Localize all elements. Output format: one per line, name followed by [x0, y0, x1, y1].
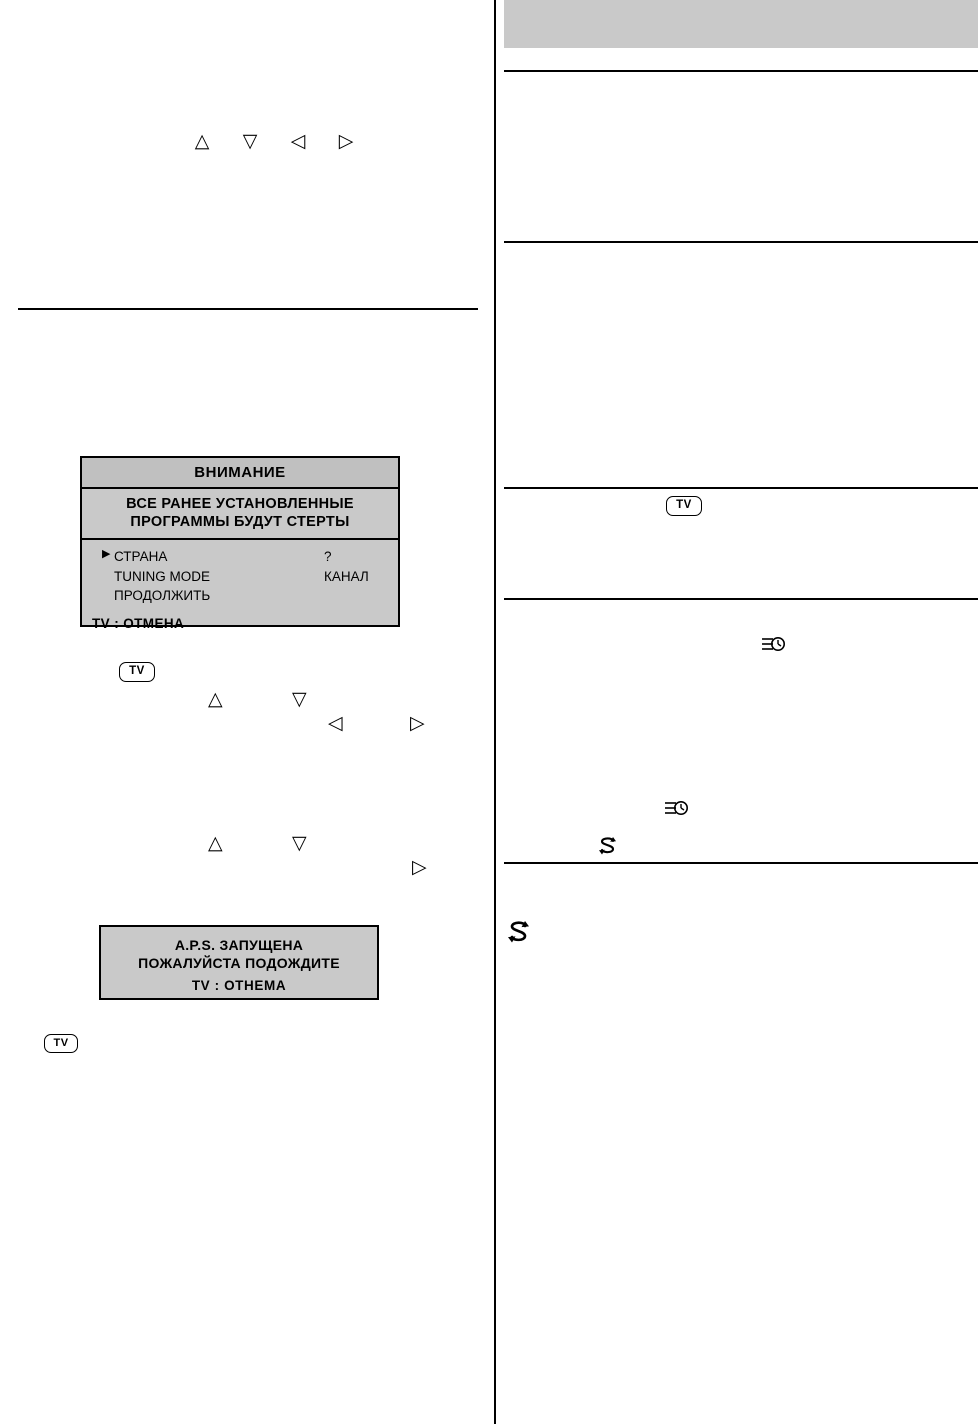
down-arrow-icon: ▽	[292, 689, 307, 710]
swap-icon-small	[596, 835, 620, 861]
up-arrow-icon: △	[208, 689, 223, 710]
swap-icon-large	[504, 918, 534, 950]
divider-5	[504, 862, 978, 864]
osd-warning-message	[82, 489, 398, 540]
right-column	[496, 0, 980, 1424]
arrow-row-4	[412, 858, 427, 877]
right-arrow-icon: ▷	[410, 713, 425, 734]
left-arrow-icon: ◁	[328, 713, 343, 734]
divider-2	[504, 241, 978, 243]
nav-arrow-row	[178, 132, 438, 151]
tv-key-3[interactable]: TV	[666, 496, 702, 516]
down-arrow-icon: ▽	[242, 131, 258, 152]
osd-row-tuning-mode-label: TUNING MODE	[114, 568, 210, 584]
divider-3	[504, 487, 978, 489]
menu-clock-icon-2	[663, 797, 689, 821]
arrow-row-3	[208, 834, 352, 853]
osd-row-tuning-mode[interactable]	[114, 567, 388, 587]
osd-aps-footer: TV : ОТНЕМА	[191, 978, 287, 994]
osd-row-country-label: СТРАНА	[114, 549, 168, 565]
up-arrow-icon: △	[194, 131, 210, 152]
osd-aps-message	[101, 927, 377, 974]
tv-key-1[interactable]: TV	[119, 662, 155, 682]
selection-cursor-icon: ▶	[102, 548, 111, 561]
osd-row-tuning-mode-value: КАНАЛ	[324, 568, 369, 584]
section-divider-left	[18, 308, 478, 310]
left-arrow-icon: ◁	[290, 131, 306, 152]
osd-warning-footer: TV : ОТМЕНА	[92, 615, 185, 631]
menu-clock-icon-1	[760, 633, 786, 657]
divider-1	[504, 70, 978, 72]
osd-warning-message-line1: ВСЕ РАНЕЕ УСТАНОВЛЕННЫЕ	[126, 496, 354, 512]
osd-warning-title: ВНИМАНИЕ	[82, 458, 398, 489]
osd-warning-rows	[82, 540, 398, 610]
osd-warning-box	[80, 456, 400, 631]
osd-row-continue[interactable]	[114, 586, 388, 606]
divider-4	[504, 598, 978, 600]
osd-aps-message-line2: ПОЖАЛУЙСТА ПОДОЖДИТЕ	[138, 955, 340, 972]
osd-row-country[interactable]	[102, 547, 388, 567]
down-arrow-icon: ▽	[292, 833, 307, 854]
tv-key-2[interactable]: TV	[44, 1034, 78, 1053]
right-arrow-icon: ▷	[338, 131, 354, 152]
arrow-row-1	[208, 690, 352, 709]
osd-aps-message-line1: A.P.S. ЗАПУЩЕНА	[174, 937, 304, 953]
osd-row-country-value: ?	[324, 549, 332, 565]
arrow-row-2	[328, 714, 470, 733]
up-arrow-icon: △	[208, 833, 223, 854]
section-header-band	[504, 0, 978, 48]
osd-aps-box	[99, 925, 379, 1000]
right-arrow-icon: ▷	[412, 857, 427, 878]
osd-row-continue-label: ПРОДОЛЖИТЬ	[114, 588, 211, 604]
osd-warning-message-line2: ПРОГРАММЫ БУДУТ СТЕРТЫ	[130, 514, 350, 531]
